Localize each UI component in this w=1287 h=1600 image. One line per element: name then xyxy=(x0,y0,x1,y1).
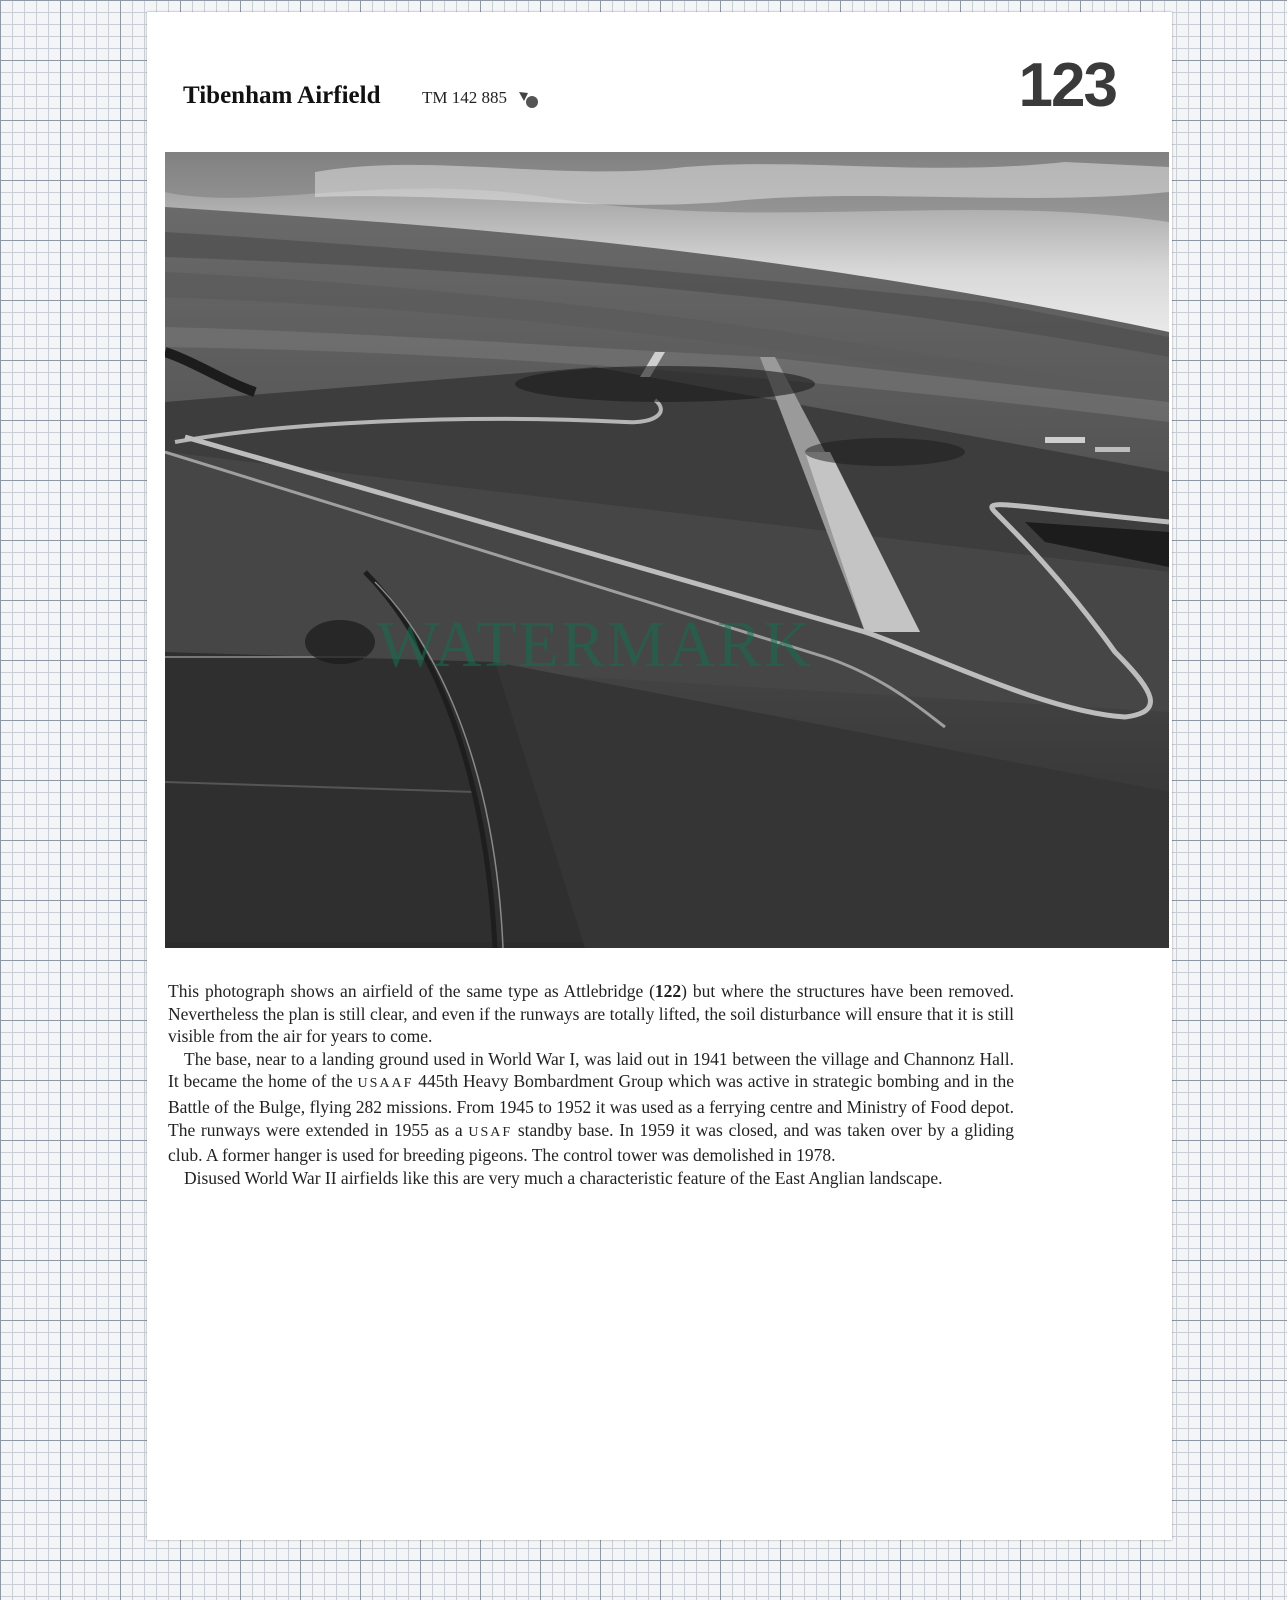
map-marker-icon xyxy=(518,91,542,111)
cross-reference: 122 xyxy=(654,981,682,1001)
paragraph-1: This photograph shows an airfield of the same type as Attlebridge (122) but where the structures have been removed. Nevertheless the plan is still clear, and even if the runways are totally lifted, the soil disturbance will ensure that it is still visible from the air for years to come. xyxy=(168,981,1014,1047)
aerial-photograph xyxy=(165,152,1169,948)
article-text xyxy=(168,980,1014,1189)
page-title: Tibenham Airfield xyxy=(183,82,381,109)
paragraph-2: The base, near to a landing ground used in World War I, was laid out in 1941 between the village and Channonz Hall. It became the home of the USAAF 445th Heavy Bombardment Group which was active in strategic bombing and in the Battle of the Bulge, flying 282 missions. From 1945 to 1952 it was used as a ferrying centre and Ministry of Food depot. The runways were extended in 1955 as a USAF standby base. In 1959 it was closed, and was taken over by a gliding club. A former hanger is used for breeding pigeons. The control tower was demolished in 1978. xyxy=(168,1048,1014,1166)
document-page xyxy=(147,12,1172,1540)
grid-reference: TM 142 885 xyxy=(422,88,507,107)
page-number: 123 xyxy=(1018,51,1116,120)
watermark: WATERMARK xyxy=(376,608,813,681)
paragraph-3: Disused World War II airfields like this are very much a characteristic feature of the East Anglian landscape. xyxy=(184,1167,943,1188)
